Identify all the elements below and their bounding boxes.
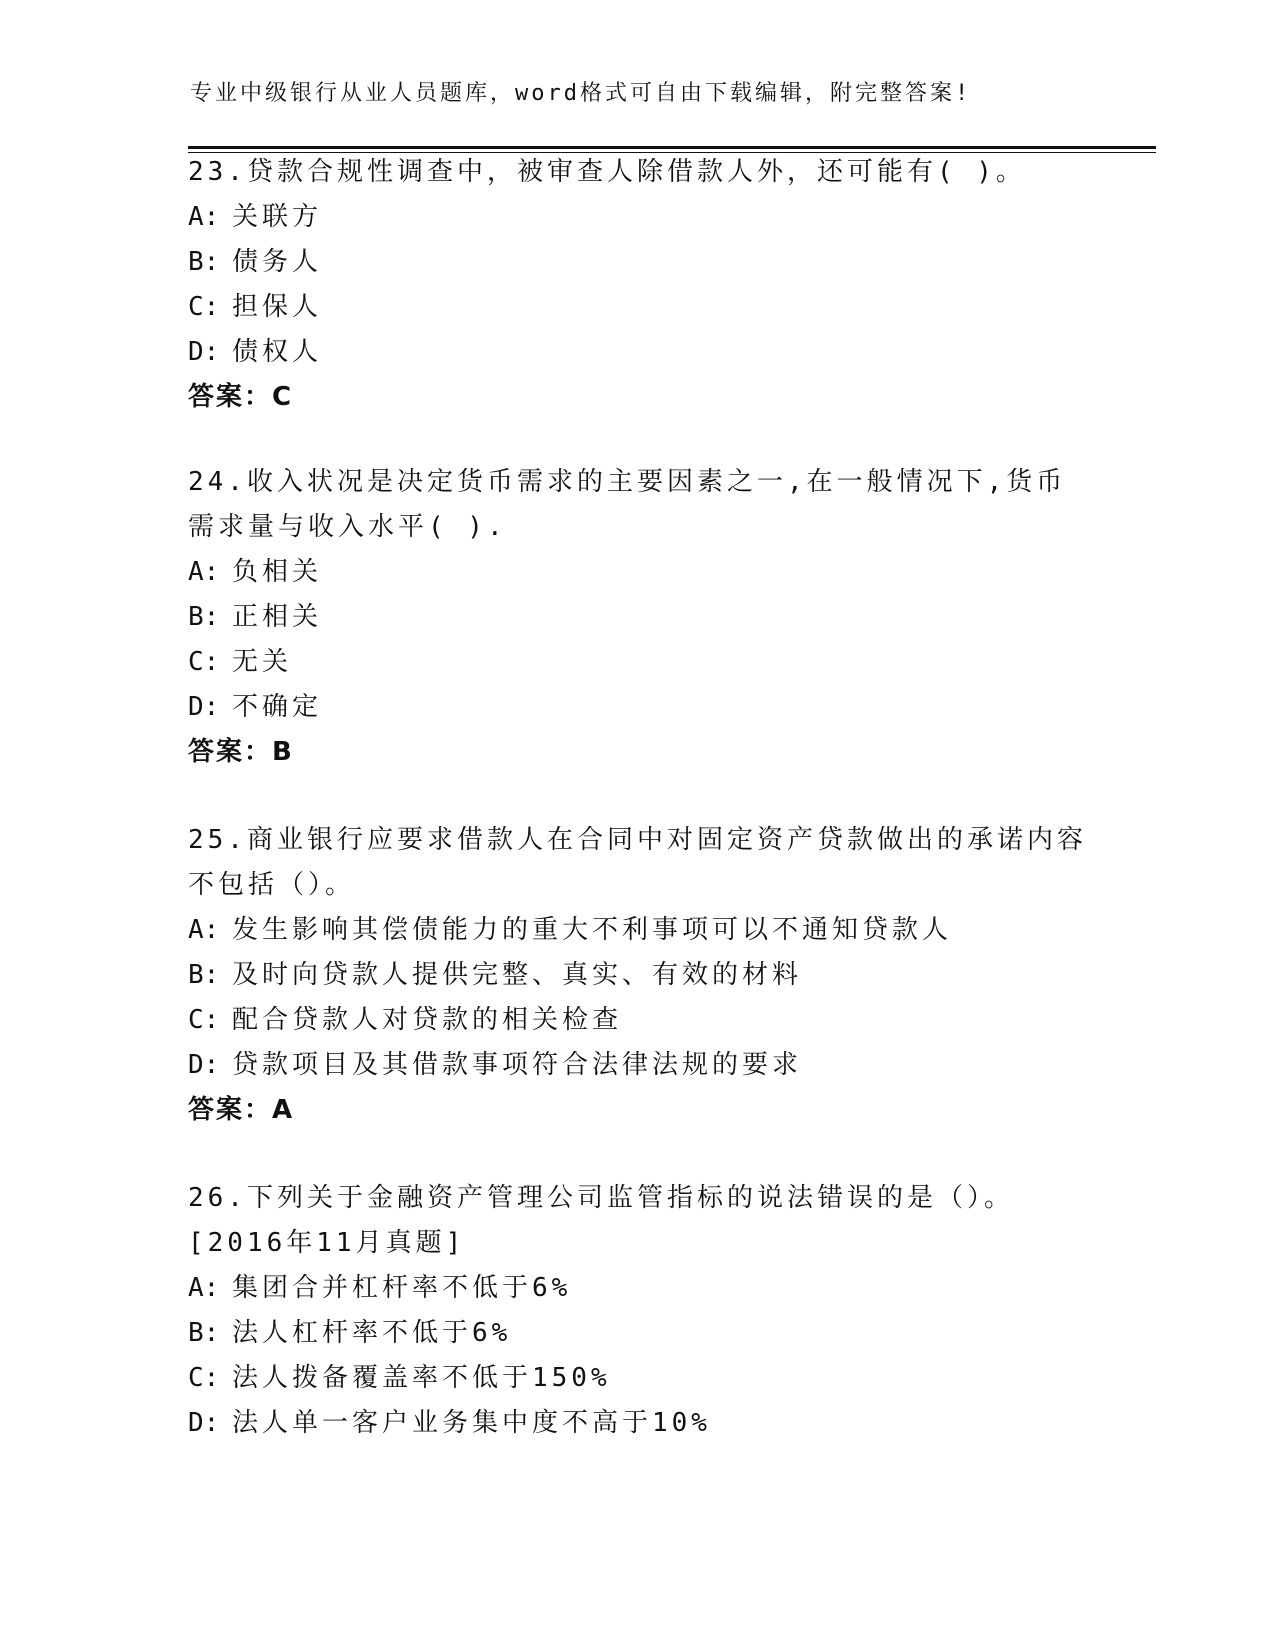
option-text: 正相关 [232,602,323,632]
option-a [188,195,1088,240]
option-d [188,330,1088,375]
option-letter: C: [188,292,220,322]
question-stem: 24.收入状况是决定货币需求的主要因素之一,在一般情况下,货币需求量与收入水平( ). [188,467,1067,542]
option-letter: D: [188,1408,220,1438]
header-rule-thick [188,146,1156,149]
option-text: 法人拨备覆盖率不低于150% [232,1363,611,1393]
option-d [188,1043,1088,1088]
option-c [188,285,1088,330]
question-25 [188,818,1088,1133]
option-b [188,595,1088,640]
option-text: 担保人 [232,292,323,322]
option-letter: D: [188,692,220,722]
question-stem: 25.商业银行应要求借款人在合同中对固定资产贷款做出的承诺内容不包括（）。 [188,825,1087,900]
option-d [188,685,1088,730]
option-text: 配合贷款人对贷款的相关检查 [232,1005,623,1035]
option-a [188,1266,1088,1311]
option-text: 法人杠杆率不低于6% [232,1318,512,1348]
answer-line: 答案：B [188,737,294,767]
option-text: 及时向贷款人提供完整、真实、有效的材料 [232,960,803,990]
question-23 [188,150,1088,420]
option-text: 负相关 [232,557,323,587]
option-letter: A: [188,915,220,945]
question-24 [188,460,1088,775]
option-d [188,1401,1088,1446]
option-letter: B: [188,247,220,277]
option-letter: B: [188,1318,220,1348]
option-text: 发生影响其偿债能力的重大不利事项可以不通知贷款人 [232,915,953,945]
option-letter: D: [188,1050,220,1080]
option-text: 无关 [232,647,293,677]
option-letter: B: [188,602,220,632]
option-text: 法人单一客户业务集中度不高于10% [232,1408,711,1438]
option-letter: D: [188,337,220,367]
option-letter: C: [188,1005,220,1035]
page-header: 专业中级银行从业人员题库，word格式可自由下载编辑，附完整答案! [190,81,972,106]
option-text: 债权人 [232,337,323,367]
option-b [188,953,1088,998]
option-letter: C: [188,647,220,677]
answer-line: 答案：C [188,382,294,412]
question-stem: 23.贷款合规性调查中，被审查人除借款人外，还可能有( )。 [188,157,1026,187]
question-26 [188,1176,1088,1446]
option-letter: C: [188,1363,220,1393]
option-a [188,550,1088,595]
option-text: 贷款项目及其借款事项符合法律法规的要求 [232,1050,803,1080]
option-letter: A: [188,557,220,587]
option-b [188,1311,1088,1356]
option-text: 不确定 [232,692,323,722]
option-text: 债务人 [232,247,323,277]
option-c [188,640,1088,685]
answer-line: 答案：A [188,1095,295,1125]
option-letter: A: [188,202,220,232]
option-letter: B: [188,960,220,990]
option-text: 集团合并杠杆率不低于6% [232,1273,572,1303]
option-b [188,240,1088,285]
option-c [188,998,1088,1043]
option-text: 关联方 [232,202,323,232]
option-a [188,908,1088,953]
option-c [188,1356,1088,1401]
question-stem: 26.下列关于金融资产管理公司监管指标的说法错误的是（）。[2016年11月真题] [188,1183,1014,1258]
option-letter: A: [188,1273,220,1303]
